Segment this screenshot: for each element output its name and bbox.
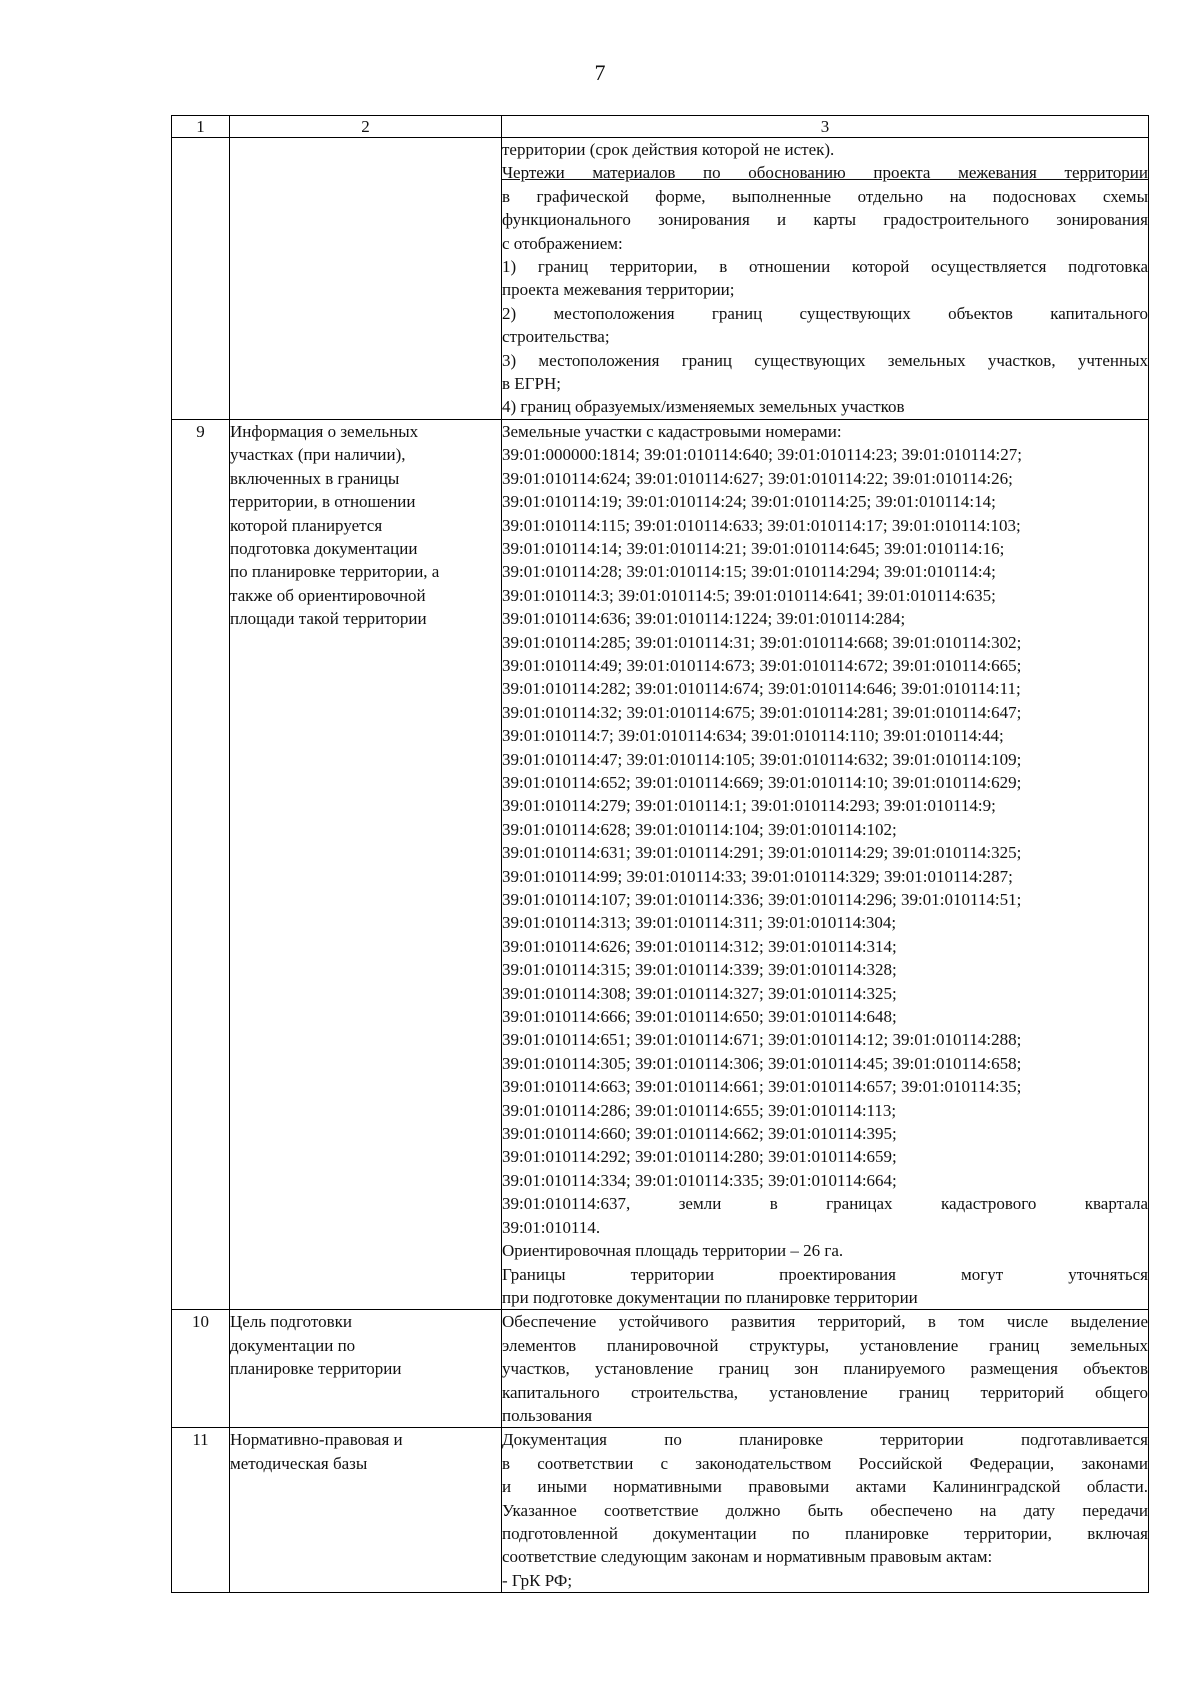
content-line: 4) границ образуемых/изменяемых земельных участков [502,397,905,417]
content-line: 39:01:010114:651; 39:01:010114:671; 39:01:010114:12; 39:01:010114:288; [502,1030,1022,1050]
content-line: элементов планировочной структуры, установление границ земельных [502,1335,1148,1355]
content-line: 39:01:010114:107; 39:01:010114:336; 39:01:010114:296; 39:01:010114:51; [502,890,1022,909]
content-line: Чертежи материалов по обоснованию проекта межевания территории [502,163,1148,183]
row-content [502,138,1149,420]
row-label-line: также об ориентировочной [230,585,426,605]
content-line: 39:01:010114:286; 39:01:010114:655; 39:01:010114:113; [502,1100,897,1120]
content-line: 39:01:010114:279; 39:01:010114:1; 39:01:010114:293; 39:01:010114:9; [502,796,996,816]
content-line: 39:01:010114:631; 39:01:010114:291; 39:01:010114:29; 39:01:010114:325; [502,843,1022,863]
content-line: Документация по планировке территории подготавливается [502,1430,1148,1450]
content-line: 39:01:010114:334; 39:01:010114:335; 39:01:010114:664; [502,1170,897,1190]
row-label-line: документации по [230,1335,356,1355]
content-line: подготовленной документации по планировке территории, включая [502,1523,1148,1543]
row-label-line: которой планируется [230,515,383,535]
header-col-3: 3 [502,116,1149,138]
header-col-2: 2 [230,116,502,138]
content-line: 39:01:010114:663; 39:01:010114:661; 39:01:010114:657; 39:01:010114:35; [502,1077,1022,1097]
content-line: в графической форме, выполненные отдельно на подосновах схемы [502,186,1148,206]
content-line: Границы территории проектирования могут уточняться [502,1264,1148,1284]
content-line: 39:01:010114:628; 39:01:010114:104; 39:01:010114:102; [502,819,897,839]
table-row [172,138,1149,420]
content-line: при подготовке документации по планировке территории [502,1287,918,1307]
content-line: 39:01:010114:624; 39:01:010114:627; 39:01:010114:22; 39:01:010114:26; [502,468,1013,488]
content-line: 39:01:010114:115; 39:01:010114:633; 39:01:010114:17; 39:01:010114:103; [502,515,1021,535]
row-label-line: методическая базы [230,1453,368,1473]
content-line: 39:01:010114:305; 39:01:010114:306; 39:01:010114:45; 39:01:010114:658; [502,1053,1022,1073]
content-line: и иными нормативными правовыми актами Калининградской области. [502,1477,1148,1497]
content-line: 39:01:010114:49; 39:01:010114:673; 39:01:010114:672; 39:01:010114:665; [502,655,1022,675]
row-label [230,1428,502,1593]
row-label-line: Информация о земельных [230,421,419,441]
content-line: функционального зонирования и карты градостроительного зонирования [502,210,1148,230]
content-line: 39:01:010114:19; 39:01:010114:24; 39:01:010114:25; 39:01:010114:14; [502,492,996,512]
content-line: 39:01:010114:313; 39:01:010114:311; 39:01:010114:304; [502,913,897,933]
requirements-table [171,115,1149,1593]
content-line: 39:01:010114:47; 39:01:010114:105; 39:01:010114:632; 39:01:010114:109; [502,749,1022,769]
content-line: 39:01:010114:28; 39:01:010114:15; 39:01:010114:294; 39:01:010114:4; [502,562,996,582]
content-line: 39:01:010114. [502,1217,601,1237]
content-line: в соответствии с законодательством Российской Федерации, законами [502,1453,1148,1473]
content-line: 3) местоположения границ существующих земельных участков, учтенных [502,350,1148,370]
content-line: строительства; [502,327,610,347]
row-label-line: Цель подготовки [230,1312,352,1332]
content-line: 39:01:010114:99; 39:01:010114:33; 39:01:010114:329; 39:01:010114:287; [502,866,1013,886]
content-line: 39:01:010114:7; 39:01:010114:634; 39:01:010114:110; 39:01:010114:44; [502,726,1004,746]
content-line: 39:01:010114:315; 39:01:010114:339; 39:01:010114:328; [502,960,897,980]
content-line: 39:01:010114:14; 39:01:010114:21; 39:01:010114:645; 39:01:010114:16; [502,538,1005,558]
row-label-line: планировке территории [230,1359,402,1379]
row-label [230,419,502,1309]
row-label-line: участках (при наличии), [230,445,406,465]
row-content [502,1428,1149,1593]
row-label-line: по планировке территории, а [230,562,440,582]
content-line: Обеспечение устойчивого развития территорий, в том числе выделение [502,1312,1148,1332]
content-line: 39:01:010114:32; 39:01:010114:675; 39:01:010114:281; 39:01:010114:647; [502,702,1022,722]
content-line: 39:01:010114:637, земли в границах кадастрового квартала [502,1194,1148,1214]
table-row [172,1310,1149,1428]
table-row [172,1428,1149,1593]
content-line: 39:01:010114:282; 39:01:010114:674; 39:01:010114:646; 39:01:010114:11; [502,679,1021,699]
header-col-1: 1 [172,116,230,138]
row-label-line: включенных в границы [230,468,400,488]
row-label-line: площади такой территории [230,609,427,629]
content-line: капитального строительства, установление границ территорий общего [502,1382,1148,1402]
content-line: участков, установление границ зон планируемого размещения объектов [502,1359,1148,1379]
row-number [172,138,230,420]
content-line: 39:01:010114:660; 39:01:010114:662; 39:01:010114:395; [502,1124,897,1144]
table-header-row [172,116,1149,138]
content-line: 39:01:010114:652; 39:01:010114:669; 39:01:010114:10; 39:01:010114:629; [502,772,1022,792]
content-line: 39:01:000000:1814; 39:01:010114:640; 39:01:010114:23; 39:01:010114:27; [502,445,1022,465]
row-label [230,138,502,420]
content-line: 39:01:010114:285; 39:01:010114:31; 39:01:010114:668; 39:01:010114:302; [502,632,1022,652]
content-line: пользования [502,1405,593,1425]
row-label-line: Нормативно-правовая и [230,1430,403,1450]
row-label [230,1310,502,1428]
page-number: 7 [594,60,606,85]
row-number: 10 [172,1310,230,1428]
row-content [502,419,1149,1309]
content-line: 39:01:010114:666; 39:01:010114:650; 39:01:010114:648; [502,1007,897,1027]
content-line: территории (срок действия которой не истек). [502,140,835,159]
content-line: Земельные участки с кадастровыми номерами: [502,421,842,441]
row-number: 9 [172,419,230,1309]
content-line: 2) местоположения границ существующих объектов капитального [502,303,1148,323]
content-line: с отображением: [502,233,623,253]
content-line: Ориентировочная площадь территории – 26 га. [502,1241,844,1261]
row-label-line: подготовка документации [230,538,418,558]
content-line: 39:01:010114:292; 39:01:010114:280; 39:01:010114:659; [502,1147,897,1167]
row-label-line: территории, в отношении [230,492,416,512]
content-line: 39:01:010114:636; 39:01:010114:1224; 39:01:010114:284; [502,609,906,629]
content-line: в ЕГРН; [502,374,561,394]
row-number: 11 [172,1428,230,1593]
content-line: - ГрК РФ; [502,1570,573,1590]
table-row [172,419,1149,1309]
content-line: 39:01:010114:3; 39:01:010114:5; 39:01:010114:641; 39:01:010114:635; [502,585,996,605]
content-line: Указанное соответствие должно быть обеспечено на дату передачи [502,1500,1148,1520]
row-content [502,1310,1149,1428]
content-line: 39:01:010114:308; 39:01:010114:327; 39:01:010114:325; [502,983,897,1003]
content-line: соответствие следующим законам и нормативным правовым актам: [502,1547,993,1567]
content-line: 39:01:010114:626; 39:01:010114:312; 39:01:010114:314; [502,936,897,956]
content-line: 1) границ территории, в отношении которой осуществляется подготовка [502,257,1148,277]
content-line: проекта межевания территории; [502,280,735,300]
